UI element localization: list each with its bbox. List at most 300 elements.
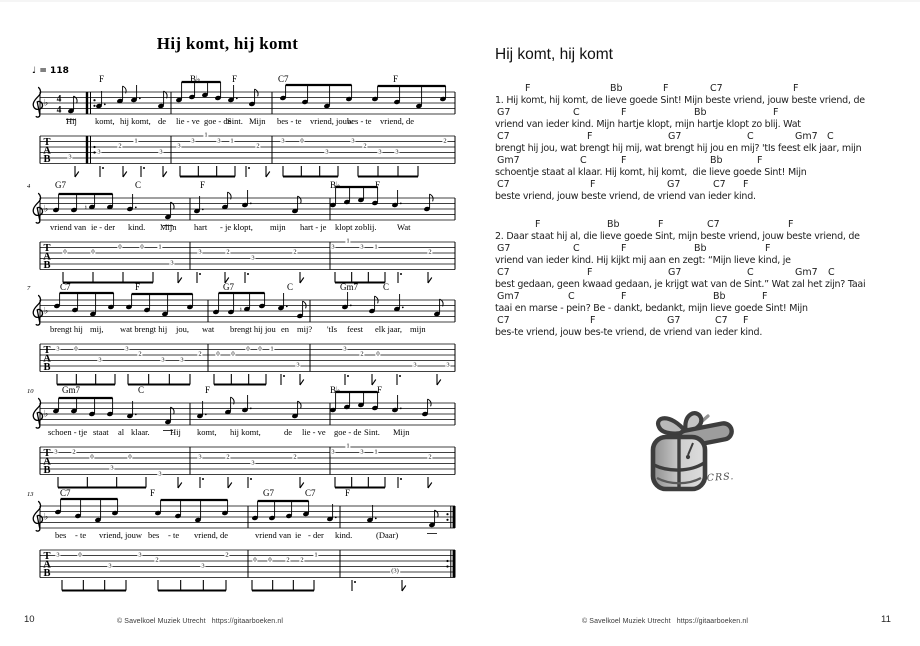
repeat-dot	[93, 105, 95, 107]
verse-line	[495, 315, 915, 339]
time-signature: 4	[56, 94, 62, 105]
tab-fret-number: 0	[90, 453, 94, 461]
tab-fret-number: 3	[97, 147, 101, 155]
tab-letter: A	[43, 559, 51, 571]
rhythm-dot	[247, 273, 249, 275]
rhythm-dot	[202, 478, 204, 480]
tab-fret-number: 3	[217, 136, 221, 144]
tab-fret-number: 3	[446, 361, 450, 369]
lyric-syllable: vriend van	[50, 222, 87, 232]
lyric-syllable: ie - der	[91, 222, 116, 232]
chord-label: F	[375, 180, 381, 190]
gift-drawing	[636, 404, 756, 499]
chord-label: C7	[497, 131, 510, 142]
chord-label: G7	[223, 282, 234, 292]
tab-fret-number: 2	[226, 248, 230, 256]
chord-label: B♭	[330, 180, 341, 190]
rhythm-flag	[300, 278, 304, 284]
augmentation-dot	[400, 408, 402, 410]
chord-label: F	[757, 155, 763, 166]
lyric-syllable: Mijn	[393, 427, 410, 437]
rhythm-flag	[75, 172, 79, 178]
lyric-syllable: Sint.	[364, 427, 380, 437]
repeat-dot	[446, 560, 448, 562]
flat-key-signature: ♭	[44, 98, 49, 109]
chord-label: F	[587, 131, 593, 142]
music-system-svg	[0, 387, 460, 493]
repeat-dot	[93, 151, 95, 153]
music-system-1	[0, 76, 460, 182]
lyric-syllable: komt,	[197, 427, 217, 437]
chord-label: Gm7	[497, 155, 520, 166]
chord-label: F	[762, 291, 768, 302]
chord-label: F	[621, 243, 627, 254]
lyric-syllable: bes - te	[347, 116, 372, 126]
chord-label: C7	[60, 488, 71, 498]
lyric-syllable: bes - te	[277, 116, 302, 126]
note-flag	[298, 196, 301, 203]
tab-fret-number: 0	[118, 242, 122, 250]
augmentation-dot	[350, 305, 352, 307]
lyric-syllable: kind.	[128, 222, 146, 232]
footer-right: © Savelkoel Muziek Utrecht https://gitaarboeken.nl	[582, 618, 748, 625]
lyric-syllable: vriend, jouw	[99, 530, 142, 540]
rhythm-flag	[372, 380, 376, 386]
rhythm-flag	[428, 483, 432, 489]
verse-line	[495, 219, 915, 243]
lyric-syllable: al	[118, 427, 125, 437]
tab-letter: B	[43, 362, 51, 374]
tab-fret-number: 0	[128, 453, 132, 461]
gift-body	[653, 437, 705, 489]
chord-label: F	[232, 74, 238, 84]
lyric-syllable: hart	[194, 222, 208, 232]
augmentation-dot	[104, 104, 106, 106]
rhythm-flag	[402, 586, 406, 592]
tab-letter: T	[43, 345, 51, 356]
chord-label: C	[138, 385, 145, 395]
lyric-syllable: - te	[75, 530, 87, 540]
chord-label: C7	[715, 315, 728, 326]
tempo-marking: ♩ = 118	[32, 66, 69, 76]
tab-fret-number: 0	[74, 344, 78, 352]
lyric-syllable: klopt zo	[335, 222, 363, 232]
rhythm-dot	[400, 273, 402, 275]
lyric-syllable: - der	[308, 530, 324, 540]
chord-label: F	[150, 488, 156, 498]
rhythm-flag	[428, 278, 432, 284]
lyric-syllable: Mijn	[160, 222, 177, 232]
chord-label: C7	[497, 267, 510, 278]
lyric-syllable: lie - ve	[176, 116, 200, 126]
chord-label: Bb	[710, 155, 723, 166]
chord-label: C	[573, 107, 580, 118]
tab-fret-number: 3	[378, 147, 382, 155]
chord-label: F	[743, 315, 749, 326]
footer-left: © Savelkoel Muziek Utrecht https://gitaarboeken.nl	[117, 618, 283, 625]
chord-label: B♭	[330, 385, 341, 395]
chord-label: G7	[667, 315, 681, 326]
tab-fret-number: 2	[138, 350, 142, 358]
rhythm-flag	[437, 380, 441, 386]
treble-clef-icon	[33, 194, 42, 224]
tab-fret-number: 2	[363, 142, 367, 150]
verse-1	[495, 83, 915, 203]
lyric-syllable: goe - de	[204, 116, 232, 126]
tab-fret-number: 0	[268, 556, 272, 564]
chord-label: F	[621, 291, 627, 302]
tab-fret-number: 0	[140, 242, 144, 250]
tab-fret-number: 2	[198, 350, 202, 358]
tab-fret-number: 3	[201, 561, 205, 569]
tab-fret-number: 1	[346, 237, 350, 245]
tab-letter: B	[43, 568, 51, 580]
tab-letter: B	[43, 154, 51, 166]
augmentation-dot	[402, 307, 404, 309]
tab-fret-number: 2	[443, 136, 447, 144]
tab-letter: T	[43, 137, 51, 148]
chord-label: F	[200, 180, 206, 190]
lyric-syllable: Wat	[397, 222, 411, 232]
song-title: Hij komt, hij komt	[156, 34, 299, 53]
tab-fret-number: 0	[253, 556, 257, 564]
tab-letter: T	[43, 551, 51, 562]
lyric-syllable: Hij	[170, 427, 181, 437]
tab-fret-number: 2	[286, 556, 290, 564]
treble-clef-icon	[33, 399, 42, 429]
lyric-syllable: komt,	[95, 116, 115, 126]
tab-fret-number: 2	[360, 350, 364, 358]
verse-line	[495, 83, 915, 107]
chord-label: F	[765, 243, 771, 254]
tab-fret-number: 3	[331, 242, 335, 250]
tab-fret-number: 2	[428, 248, 432, 256]
tab-fret-number: 1	[204, 131, 208, 139]
tab-fret-number: 3	[159, 147, 163, 155]
tab-letter: A	[43, 353, 51, 365]
tab-fret-number: 0	[231, 350, 235, 358]
lyric-syllable: mijn	[270, 222, 286, 232]
lyric-syllable: schoen - tje	[48, 427, 88, 437]
tab-letter: B	[43, 260, 51, 272]
rhythm-dot	[199, 273, 201, 275]
tab-fret-number: 1	[230, 136, 234, 144]
tab-fret-number: 3	[198, 453, 202, 461]
tab-fret-number: 3	[331, 447, 335, 455]
lyric-syllable: wat	[202, 324, 215, 334]
note-flag	[303, 301, 306, 308]
lyric-syllable: mijn	[410, 324, 426, 334]
lyric-syllable: goe - de	[334, 427, 362, 437]
rhythm-dot	[347, 375, 349, 377]
augmentation-dot	[236, 98, 238, 100]
chord-label: F	[663, 83, 669, 94]
lyric-syllable: de	[158, 116, 167, 126]
rhythm-dot	[354, 581, 356, 583]
verse-line	[495, 131, 915, 155]
flat-key-signature: ♭	[44, 512, 49, 523]
tab-letter: A	[43, 145, 51, 157]
chord-label: Bb	[713, 291, 726, 302]
chord-label: F	[590, 315, 596, 326]
lyric-syllable: Mijn	[249, 116, 266, 126]
music-system-2	[0, 182, 460, 288]
tab-letter: B	[43, 465, 51, 477]
tab-fret-number: 3	[56, 344, 60, 352]
tab-fret-number: 2	[256, 142, 260, 150]
chord-label: G7	[497, 107, 511, 118]
tab-fret-number: 0	[300, 136, 304, 144]
lyric-syllable: de	[284, 427, 293, 437]
tab-fret-number: 2	[300, 556, 304, 564]
verse-line	[495, 155, 915, 179]
tab-fret-number: 1	[158, 242, 162, 250]
tab-fret-number: 2	[293, 453, 297, 461]
augmentation-dot	[205, 414, 207, 416]
rhythm-flag	[266, 172, 270, 178]
augmentation-dot	[135, 207, 137, 209]
tab-fret-number: 1	[314, 550, 318, 558]
tab-fret-number: 3	[360, 447, 364, 455]
chord-label: C7	[497, 179, 510, 190]
lyric-syllable: kind.	[335, 530, 353, 540]
lyric-syllable: vriend, jouw	[310, 116, 353, 126]
lyric-syllable: blij.	[363, 222, 377, 232]
chord-label: C	[135, 180, 142, 190]
tab-fret-number: 3	[108, 561, 112, 569]
lyric-line: best gedaan, geen kwaad gedaan, je krijgt wat van de Sint.” Wat zal het zijn? Taai	[495, 278, 866, 290]
rhythm-dot	[248, 167, 250, 169]
verse-line	[495, 107, 915, 131]
music-system-svg	[0, 182, 460, 288]
page-number-right: 11	[881, 614, 891, 625]
tab-fret-number: 3	[413, 361, 417, 369]
chord-label: B♭	[190, 74, 201, 84]
note-flag	[298, 401, 301, 408]
lyric-syllable: en	[281, 324, 290, 334]
lyric-syllable: brengt hij	[50, 324, 83, 334]
augmentation-dot	[139, 98, 141, 100]
tab-fret-number: 3	[251, 253, 255, 261]
chord-label: F	[621, 107, 627, 118]
tab-fret-number: 3	[138, 550, 142, 558]
lyric-syllable: klaar.	[131, 427, 150, 437]
repeat-dot	[446, 519, 448, 521]
chord-label: C	[828, 267, 835, 278]
note-flag	[255, 89, 258, 96]
chord-label: F	[590, 179, 596, 190]
chord-label: F	[377, 385, 383, 395]
chord-label: F	[773, 107, 779, 118]
tab-fret-number: 0	[78, 550, 82, 558]
lyric-syllable: brengt hij jou	[230, 324, 276, 334]
lyric-line: 2. Daar staat hij al, die lieve goede Sint, mijn beste vriend, jouw beste vriend, de	[495, 230, 860, 242]
verse-2	[495, 219, 915, 339]
lyric-line: 1. Hij komt, hij komt, de lieve goede Sint! Mijn beste vriend, jouw beste vriend, de	[495, 94, 865, 106]
chord-label: C7	[60, 282, 71, 292]
tab-fret-number: 2	[226, 453, 230, 461]
augmentation-dot	[250, 408, 252, 410]
tab-fret-number: 3	[281, 136, 285, 144]
tab-fret-number: 3	[177, 142, 181, 150]
chord-label: F	[99, 74, 105, 84]
tab-fret-number: 2	[155, 556, 159, 564]
tab-fret-number: 3	[198, 248, 202, 256]
chord-label: G7	[497, 243, 511, 254]
chord-label: F	[743, 179, 749, 190]
music-system-5	[0, 490, 460, 596]
tab-letter: A	[43, 456, 51, 468]
rhythm-dot	[250, 478, 252, 480]
music-system-3	[0, 284, 460, 390]
lyrics-heading: Hij komt, hij komt	[495, 46, 613, 63]
lyric-syllable: bes	[55, 530, 67, 540]
chord-label: C7	[278, 74, 289, 84]
chord-label: C	[287, 282, 294, 292]
lyric-syllable: hij komt,	[120, 116, 151, 126]
treble-clef-icon	[33, 296, 42, 326]
augmentation-dot	[400, 203, 402, 205]
rhythm-flag	[123, 172, 127, 178]
measure-number: 13	[27, 491, 34, 498]
tab-fret-number: 3	[158, 469, 162, 477]
lyric-syllable: jou,	[176, 324, 189, 334]
lyric-syllable: vriend, de	[194, 530, 228, 540]
accidental: ♮	[239, 305, 242, 314]
music-system-svg	[0, 490, 460, 596]
tab-fret-number: 3	[351, 136, 355, 144]
lyric-syllable: Hij	[66, 116, 77, 126]
tab-fret-number: 3	[68, 153, 72, 161]
chord-label: Bb	[694, 243, 707, 254]
tab-fret-number: 1	[374, 242, 378, 250]
tab-fret-number: 3	[395, 147, 399, 155]
tab-fret-number: 0	[246, 344, 250, 352]
augmentation-dot	[375, 518, 377, 520]
rhythm-flag	[228, 483, 232, 489]
tab-fret-number: 3	[161, 355, 165, 363]
tab-fret-number: 2	[293, 248, 297, 256]
tab-fret-number: 0	[63, 248, 67, 256]
lyric-syllable: elk jaar,	[375, 324, 403, 334]
tab-fret-number: 0	[216, 350, 220, 358]
chord-label: C7	[707, 219, 720, 230]
page-number-left: 10	[24, 614, 35, 625]
flat-key-signature: ♭	[44, 409, 49, 420]
chord-label: Gm7	[340, 282, 358, 292]
lyric-line: vriend van ieder kind. Mijn hartje klopt, mijn hartje klopt zo blij. Wat	[495, 118, 801, 130]
rhythm-dot	[283, 375, 285, 377]
chord-label: G7	[667, 179, 681, 190]
music-system-svg	[0, 76, 460, 182]
chord-label: F	[535, 219, 541, 230]
chord-label: C	[383, 282, 390, 292]
measure-number: 10	[27, 388, 34, 395]
augmentation-dot	[250, 203, 252, 205]
chord-label: C7	[710, 83, 723, 94]
chord-label: F	[205, 385, 211, 395]
tab-fret-number: 0	[376, 350, 380, 358]
repeat-dot	[446, 513, 448, 515]
tab-letter: T	[43, 243, 51, 254]
chord-label: Bb	[694, 107, 707, 118]
flat-key-signature: ♭	[44, 204, 49, 215]
tab-fret-number: 3	[343, 344, 347, 352]
lyric-syllable: vriend, de	[380, 116, 414, 126]
treble-clef-icon	[33, 502, 42, 532]
chord-label: F	[525, 83, 531, 94]
chord-label: Gm7	[795, 131, 818, 142]
chord-label: Bb	[607, 219, 620, 230]
lyric-syllable: staat	[93, 427, 109, 437]
lyric-syllable: mij?	[297, 324, 313, 334]
repeat-dot	[93, 99, 95, 101]
chord-label: G7	[55, 180, 66, 190]
artist-signature: CRS.	[706, 471, 735, 484]
chord-label: Gm7	[497, 291, 520, 302]
tab-fret-number: 3	[56, 550, 60, 558]
lyric-syllable: mij,	[90, 324, 104, 334]
lyric-line: brengt hij jou, wat brengt hij mij, wat brengt hij jou en mij? 'tIs feest elk jaar, mijn	[495, 142, 862, 154]
chord-label: C	[580, 155, 587, 166]
tab-fret-number: 3	[54, 447, 58, 455]
time-signature: 4	[56, 105, 62, 116]
chord-label: C7	[305, 488, 316, 498]
lyric-line: beste vriend, jouw beste vriend, de vriend van ieder kind.	[495, 190, 756, 202]
tab-fret-number: 0	[91, 248, 95, 256]
lyric-syllable: (Daar)	[376, 530, 399, 540]
tab-letter: A	[43, 251, 51, 263]
music-system-svg	[0, 284, 460, 390]
flat-key-signature: ♭	[44, 306, 49, 317]
tab-fret-number: (3)	[391, 567, 399, 575]
lyric-syllable: - je klopt,	[220, 222, 253, 232]
rhythm-dot	[399, 375, 401, 377]
tab-fret-number: 3	[191, 136, 195, 144]
lyric-line: vriend van ieder kind. Hij kijkt mij aan en zegt: “Mijn lieve kind, je	[495, 254, 791, 266]
measure-number: 4	[27, 183, 31, 190]
lyric-syllable: hart - je	[300, 222, 327, 232]
rhythm-dot	[102, 167, 104, 169]
tab-fret-number: 1	[374, 447, 378, 455]
tab-fret-number: 3	[296, 361, 300, 369]
augmentation-dot	[135, 414, 137, 416]
lyric-line: taai en marse - pein? Be - dankt, bedankt, mijn lieve goede Sint! Mijn	[495, 302, 808, 314]
verse-line	[495, 179, 915, 203]
lyric-syllable: Sint.	[227, 116, 243, 126]
tab-fret-number: 1	[134, 136, 138, 144]
music-system-4	[0, 387, 460, 493]
repeat-dot	[93, 146, 95, 148]
augmentation-dot	[335, 517, 337, 519]
tab-fret-number: 3	[98, 355, 102, 363]
augmentation-dot	[286, 306, 288, 308]
tab-fret-number: 3	[110, 464, 114, 472]
tab-fret-number: 3	[170, 259, 174, 267]
lyric-syllable: 'tIs	[327, 324, 338, 334]
chord-label: C	[747, 131, 754, 142]
tab-fret-number: 1	[270, 344, 274, 352]
lyric-syllable: feest	[347, 324, 364, 334]
chord-label: F	[587, 267, 593, 278]
lyric-syllable: lie - ve	[302, 427, 326, 437]
verse-line	[495, 243, 915, 267]
measure-number: 7	[27, 285, 31, 292]
tab-fret-number: 3	[325, 147, 329, 155]
verse-line	[495, 267, 915, 291]
chord-label: F	[793, 83, 799, 94]
tab-fret-number: 2	[72, 447, 76, 455]
